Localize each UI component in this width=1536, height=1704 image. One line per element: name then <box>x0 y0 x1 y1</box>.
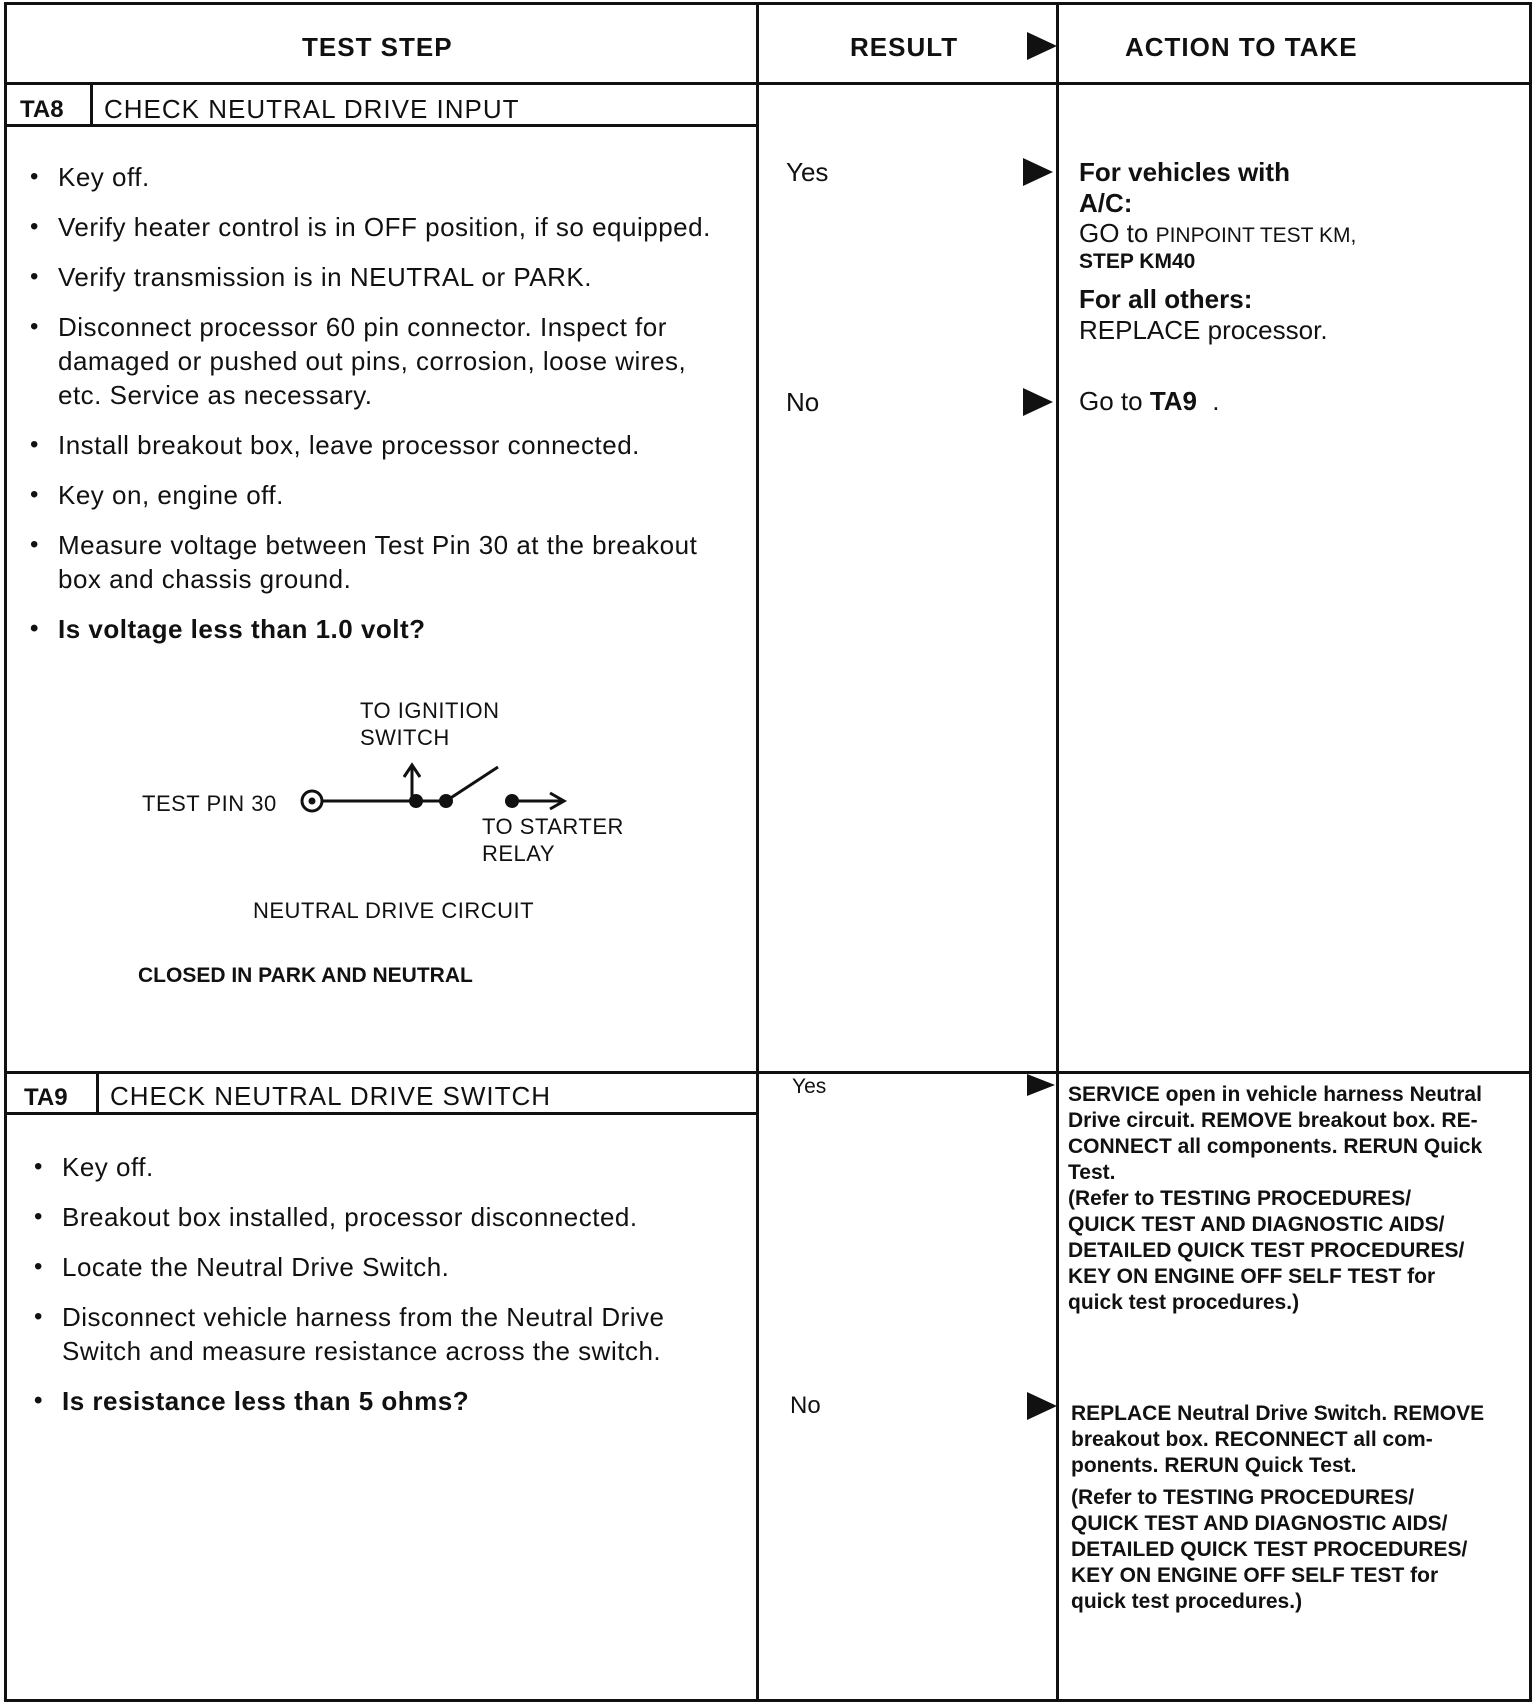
list-item: • Key on, engine off. <box>28 478 728 512</box>
action-line: Test. <box>1068 1161 1116 1184</box>
test-pin-dot-icon <box>309 798 316 805</box>
ta8-title: CHECK NEUTRAL DRIVE INPUT <box>104 94 520 124</box>
list-item: • Disconnect vehicle harness from the Neutral Drive Switch and measure resistance across the switch. <box>32 1300 742 1368</box>
header-result: RESULT <box>850 32 959 62</box>
action-line: breakout box. RECONNECT all com- <box>1071 1428 1433 1451</box>
ta9-title-underline <box>4 1112 756 1115</box>
ta8-go-step: STEP KM40 <box>1079 250 1196 273</box>
action-line: quick test procedures.) <box>1068 1291 1300 1314</box>
list-item: • Verify heater control is in OFF position, if so equipped. <box>28 210 728 244</box>
action-line: DETAILED QUICK TEST PROCEDURES/ <box>1068 1239 1465 1262</box>
diagram-label-starter-1: TO STARTER <box>482 814 624 839</box>
ta8-go-target: PINPOINT TEST KM, <box>1155 224 1357 247</box>
header-action: ACTION TO TAKE <box>1125 32 1358 62</box>
ta8-no-suffix: . <box>1212 386 1220 416</box>
ta8-result-yes: Yes <box>786 157 829 187</box>
ta8-no-action <box>1079 386 1220 417</box>
header-test-step: TEST STEP <box>302 32 453 62</box>
circuit-diagram <box>290 755 590 815</box>
action-line: Drive circuit. REMOVE breakout box. RE- <box>1068 1109 1478 1132</box>
list-item: • Disconnect processor 60 pin connector. Inspect for damaged or pushed out pins, corrosion, loose wires, etc. Service as necessary. <box>28 310 728 412</box>
action-line: KEY ON ENGINE OFF SELF TEST for <box>1068 1265 1436 1288</box>
ta8-no-target: TA9 <box>1149 386 1198 416</box>
ta8-yes-heading-3: For all others: <box>1079 284 1253 314</box>
action-line: (Refer to TESTING PROCEDURES/ <box>1068 1187 1412 1210</box>
ta9-question: • Is resistance less than 5 ohms? <box>32 1384 742 1418</box>
ta8-tag-divider <box>90 84 93 124</box>
list-item: • Key off. <box>32 1150 742 1184</box>
action-line: DETAILED QUICK TEST PROCEDURES/ <box>1071 1538 1468 1561</box>
ta8-tag: TA8 <box>20 96 64 123</box>
diagram-label-starter-2: RELAY <box>482 841 556 866</box>
action-line: SERVICE open in vehicle harness Neutral <box>1068 1083 1482 1106</box>
action-line: (Refer to TESTING PROCEDURES/ <box>1071 1486 1415 1509</box>
header-arrow-icon <box>1027 32 1057 60</box>
column-divider-result <box>756 2 759 1702</box>
ta9-step-list <box>32 1150 742 1434</box>
section-divider <box>4 1071 1532 1074</box>
ta8-no-prefix: Go to <box>1079 386 1143 416</box>
ta9-yes-action <box>1068 1082 1508 1316</box>
ta9-no-action <box>1071 1401 1511 1615</box>
diagram-label-test-pin: TEST PIN 30 <box>142 791 277 816</box>
ta8-yes-action <box>1079 157 1509 346</box>
list-item: • Install breakout box, leave processor connected. <box>28 428 728 462</box>
diagram-note: CLOSED IN PARK AND NEUTRAL <box>138 964 473 987</box>
ta9-title: CHECK NEUTRAL DRIVE SWITCH <box>110 1081 552 1111</box>
ta8-go-prefix: GO to <box>1079 218 1149 248</box>
list-item: • Measure voltage between Test Pin 30 at the breakout box and chassis ground. <box>28 528 728 596</box>
action-line: REPLACE Neutral Drive Switch. REMOVE <box>1071 1402 1485 1425</box>
ta8-yes-arrow-icon <box>1023 158 1053 186</box>
action-line: CONNECT all components. RERUN Quick <box>1068 1135 1483 1158</box>
ta9-result-no: No <box>790 1392 821 1419</box>
column-divider-action <box>1056 2 1059 1702</box>
diagram-label-ignition-2: SWITCH <box>360 725 450 750</box>
list-item: • Locate the Neutral Drive Switch. <box>32 1250 742 1284</box>
action-line: quick test procedures.) <box>1071 1590 1303 1613</box>
ta9-no-arrow-icon <box>1027 1392 1057 1420</box>
list-item: • Verify transmission is in NEUTRAL or PARK. <box>28 260 728 294</box>
list-item: • Key off. <box>28 160 728 194</box>
ta9-tag: TA9 <box>24 1084 68 1111</box>
ta8-question: • Is voltage less than 1.0 volt? <box>28 612 728 646</box>
ta8-no-arrow-icon <box>1023 388 1053 416</box>
diagram-label-ignition-1: TO IGNITION <box>360 698 500 723</box>
ta8-result-no: No <box>786 387 820 417</box>
header-divider <box>4 82 1532 85</box>
ta9-yes-arrow-icon <box>1027 1074 1055 1096</box>
switch-blade <box>446 767 498 801</box>
action-line: QUICK TEST AND DIAGNOSTIC AIDS/ <box>1071 1512 1448 1535</box>
ta9-tag-divider <box>96 1073 99 1112</box>
action-line: QUICK TEST AND DIAGNOSTIC AIDS/ <box>1068 1213 1445 1236</box>
action-line: KEY ON ENGINE OFF SELF TEST for <box>1071 1564 1439 1587</box>
ta8-yes-heading-1: For vehicles with <box>1079 157 1290 187</box>
ta8-step-list <box>28 160 728 662</box>
action-line: ponents. RERUN Quick Test. <box>1071 1454 1357 1477</box>
ta9-result-yes: Yes <box>792 1075 827 1098</box>
ta8-yes-heading-2: A/C: <box>1079 188 1133 218</box>
ta8-replace-processor: REPLACE processor. <box>1079 315 1328 345</box>
list-item: • Breakout box installed, processor disconnected. <box>32 1200 742 1234</box>
diagram-caption: NEUTRAL DRIVE CIRCUIT <box>253 898 535 923</box>
